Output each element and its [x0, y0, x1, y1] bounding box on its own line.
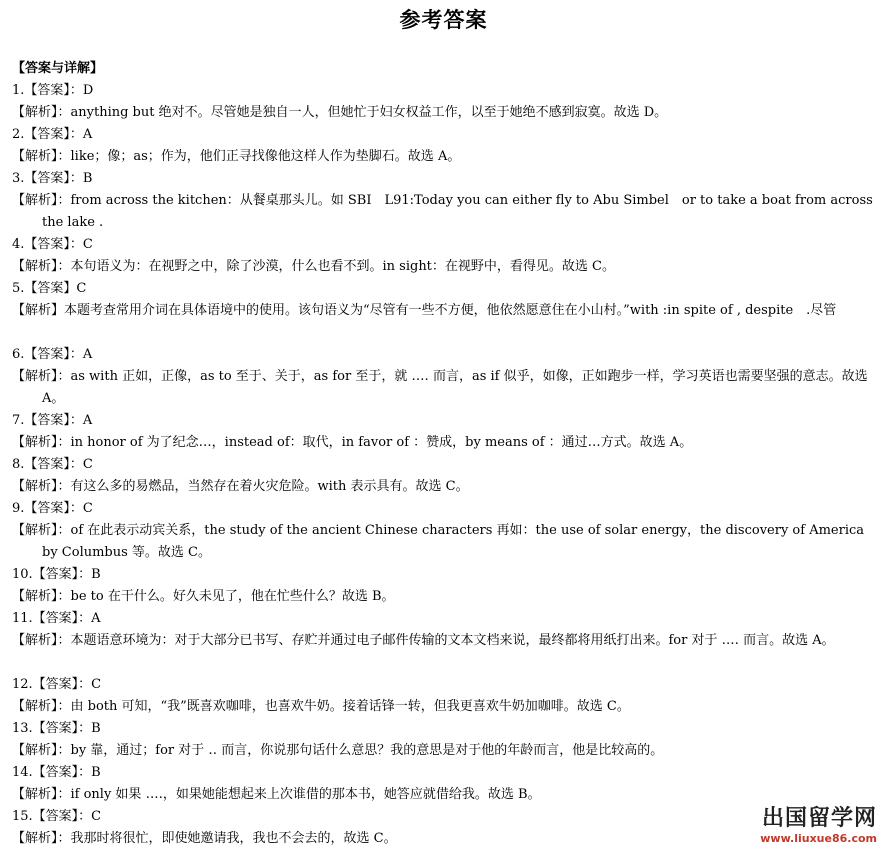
watermark-site-name: 出国留学网 [761, 806, 877, 831]
answer-line: 15.【答案】：C [12, 809, 102, 824]
explanation-line: 【解析】：by 靠，通过；for 对于 ‥ 而言，你说那句话什么意思？我的意思是对于他的年龄而言，他是比较高的。 [12, 743, 664, 758]
explanation-line: 【解析】：if only 如果 ‥‥，如果她能想起来上次谁借的那本书，她答应就借给我。故选 B。 [12, 787, 541, 802]
answer-line: 9.【答案】：C [12, 501, 93, 516]
answer-line: 13.【答案】：B [12, 721, 101, 736]
answer-line: 4.【答案】：C [12, 237, 93, 252]
section-heading: 【答案与详解】 [12, 61, 104, 76]
explanation-line: 【解析】：本句语义为：在视野之中，除了沙漠，什么也看不到。in sight：在视野中，看得见。故选 C。 [12, 259, 615, 274]
explanation-line: 【解析】：of 在此表示动宾关系，the study of the ancient Chinese characters 再如：the use of solar energy，the discovery of America by Columbus 等。故选 C。 [12, 523, 865, 560]
answer-item [12, 168, 878, 234]
answer-line: 5.【答案】C [12, 281, 87, 296]
explanation-line: 【解析】：本题语意环境为：对于大部分已书写、存贮并通过电子邮件传输的文本文档来说，最终都将用纸打出来。for 对于 ‥‥ 而言。故选 A。 [12, 633, 835, 648]
answer-item [12, 718, 878, 762]
explanation-line: 【解析】：有这么多的易燃品，当然存在着火灾危险。with 表示具有。故选 C。 [12, 479, 469, 494]
answer-item [12, 234, 878, 278]
answer-line: 3.【答案】：B [12, 171, 93, 186]
explanation-line: 【解析】：like；像；as；作为，他们正寻找像他这样人作为垫脚石。故选 A。 [12, 149, 461, 164]
explanation-line: 【解析】：as with 正如，正像，as to 至于、关于，as for 至于，就 ‥‥ 而言，as if 似乎，如像，正如跑步一样，学习英语也需要坚强的意志。故选 A。 [12, 369, 868, 406]
answer-line: 1.【答案】：D [12, 83, 94, 98]
answer-item [12, 124, 878, 168]
answer-item [12, 806, 878, 850]
explanation-line: 【解析】本题考查常用介词在具体语境中的使用。该句语义为“尽管有一些不方便，他依然愿意住在小山村。”with :in spite of , despite .尽管 [12, 303, 837, 318]
answer-line: 12.【答案】：C [12, 677, 102, 692]
answer-line: 10.【答案】：B [12, 567, 101, 582]
answer-line: 2.【答案】：A [12, 127, 93, 142]
answer-line: 14.【答案】：B [12, 765, 101, 780]
explanation-line: 【解析】：anything but 绝对不。尽管她是独自一人，但她忙于妇女权益工作，以至于她绝不感到寂寞。故选 D。 [12, 105, 668, 120]
answer-item [12, 762, 878, 806]
explanation-line: 【解析】：in honor of 为了纪念…，instead of：取代，in favor of ：赞成，by means of ：通过…方式。故选 A。 [12, 435, 693, 450]
answer-item [12, 454, 878, 498]
site-watermark [760, 801, 877, 845]
explanation-line: 【解析】：from across the kitchen：从餐桌那头儿。如 SBI L91:Today you can either fly to Abu Simbel or to take a boat from across the lake . [12, 193, 873, 230]
answer-item [12, 674, 878, 718]
explanation-line: 【解析】：由 both 可知，“我”既喜欢咖啡，也喜欢牛奶。接着话锋一转，但我更喜欢牛奶加咖啡。故选 C。 [12, 699, 630, 714]
answer-item [12, 564, 878, 608]
answer-line: 11.【答案】：A [12, 611, 101, 626]
answer-line: 6.【答案】：A [12, 347, 93, 362]
answer-item [12, 80, 878, 124]
answer-line: 7.【答案】：A [12, 413, 93, 428]
explanation-line: 【解析】：be to 在干什么。好久未见了，他在忙些什么？故选 B。 [12, 589, 395, 604]
answer-item [12, 278, 878, 344]
answer-line: 8.【答案】：C [12, 457, 93, 472]
answer-item [12, 608, 878, 674]
page-title: 参考答案 [399, 8, 488, 32]
watermark-url: www.liuxue86.com [760, 832, 877, 845]
explanation-line: 【解析】：我那时将很忙，即使她邀请我，我也不会去的，故选 C。 [12, 831, 397, 846]
answer-item [12, 498, 878, 564]
answer-list [12, 58, 878, 850]
answer-item [12, 344, 878, 410]
answer-item [12, 410, 878, 454]
